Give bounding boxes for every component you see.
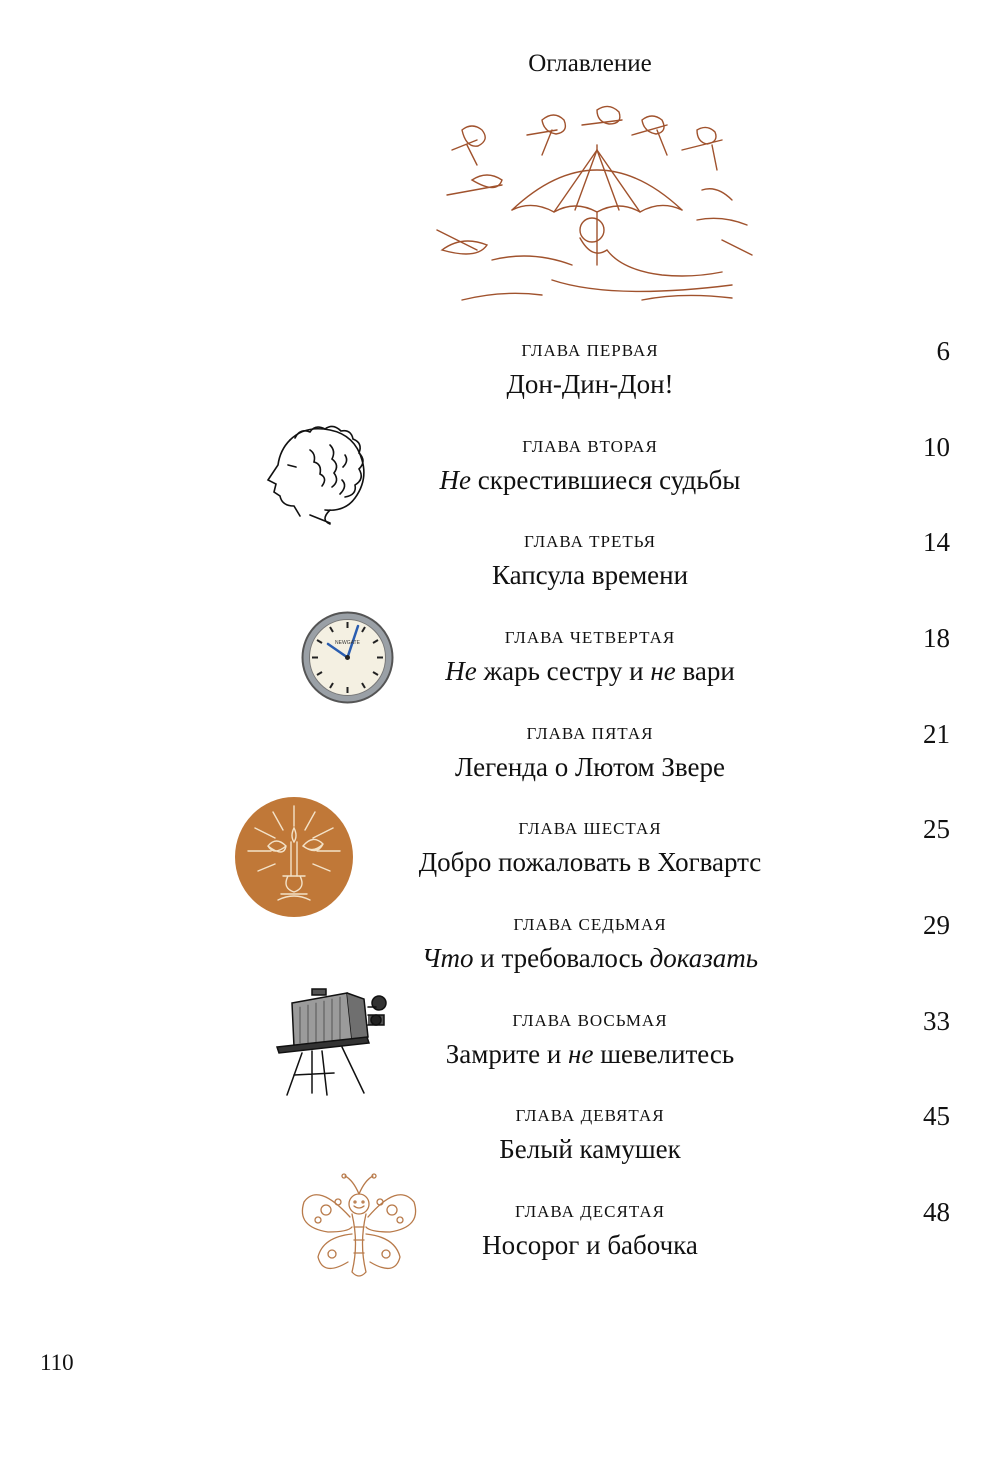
- toc-entry-7[interactable]: [380, 914, 800, 976]
- page-number: 33: [923, 1006, 950, 1036]
- toc-entry-2[interactable]: [380, 436, 800, 498]
- page-number: 10: [923, 432, 950, 462]
- chapter-label: ГЛАВА ПЯТАЯ: [526, 724, 654, 743]
- chapter-label: ГЛАВА ДЕСЯТАЯ: [515, 1202, 665, 1221]
- chapter-label: ГЛАВА ВТОРАЯ: [522, 437, 658, 456]
- chapter-title: Что и требовалось доказать: [421, 943, 759, 973]
- toc-entry-8[interactable]: [380, 1010, 800, 1072]
- chapter-title: Не скрестившиеся судьбы: [439, 465, 741, 495]
- page-title: Оглавление: [528, 50, 652, 77]
- page-number: 29: [923, 910, 950, 940]
- vintage-camera-icon: [272, 985, 392, 1097]
- chapter-label: ГЛАВА СЕДЬМАЯ: [513, 915, 667, 934]
- page-number: 21: [923, 719, 950, 749]
- page-number: 6: [936, 336, 950, 366]
- chapter-label: ГЛАВА ШЕСТАЯ: [518, 819, 662, 838]
- chapter-title: Капсула времени: [491, 560, 689, 590]
- chapter-title: Добро пожаловать в Хогвартс: [418, 847, 762, 877]
- toc-entry-3[interactable]: [380, 531, 800, 593]
- chapter-label: ГЛАВА ПЕРВАЯ: [521, 341, 659, 360]
- chapter-title: Легенда о Лютом Звере: [455, 752, 725, 782]
- toc-entry-4[interactable]: [380, 627, 800, 689]
- toc-entry-5[interactable]: [380, 723, 800, 785]
- page-number: 48: [923, 1197, 950, 1227]
- chapter-label: ГЛАВА ДЕВЯТАЯ: [515, 1106, 665, 1125]
- chapter-title: Замрите и не шевелитесь: [445, 1039, 735, 1069]
- chapter-title: Дон-Дин-Дон!: [506, 369, 674, 399]
- clock-brand: NEWGATE: [335, 640, 360, 646]
- chapter-title: Носорог и бабочка: [482, 1230, 698, 1260]
- chapter-title: Белый камушек: [499, 1134, 681, 1164]
- page-number: 14: [923, 527, 950, 557]
- umbrella-sketch-icon: [432, 100, 762, 310]
- page-number: 18: [923, 623, 950, 653]
- chapter-label: ГЛАВА ЧЕТВЕРТАЯ: [504, 628, 676, 647]
- folio-page-number: 110: [40, 1350, 74, 1375]
- pushkin-profile-icon: [250, 420, 375, 525]
- candle-medallion-icon: [233, 796, 355, 918]
- chapter-label: ГЛАВА ТРЕТЬЯ: [524, 532, 656, 551]
- toc-entry-1[interactable]: [380, 340, 800, 402]
- chapter-label: ГЛАВА ВОСЬМАЯ: [512, 1011, 668, 1030]
- page-number: 25: [923, 814, 950, 844]
- toc-entry-9[interactable]: [380, 1105, 800, 1167]
- chapter-title: Не жарь сестру и не вари: [445, 656, 735, 686]
- toc-entry-10[interactable]: [380, 1201, 800, 1263]
- toc-entry-6[interactable]: [380, 818, 800, 880]
- page-number: 45: [923, 1101, 950, 1131]
